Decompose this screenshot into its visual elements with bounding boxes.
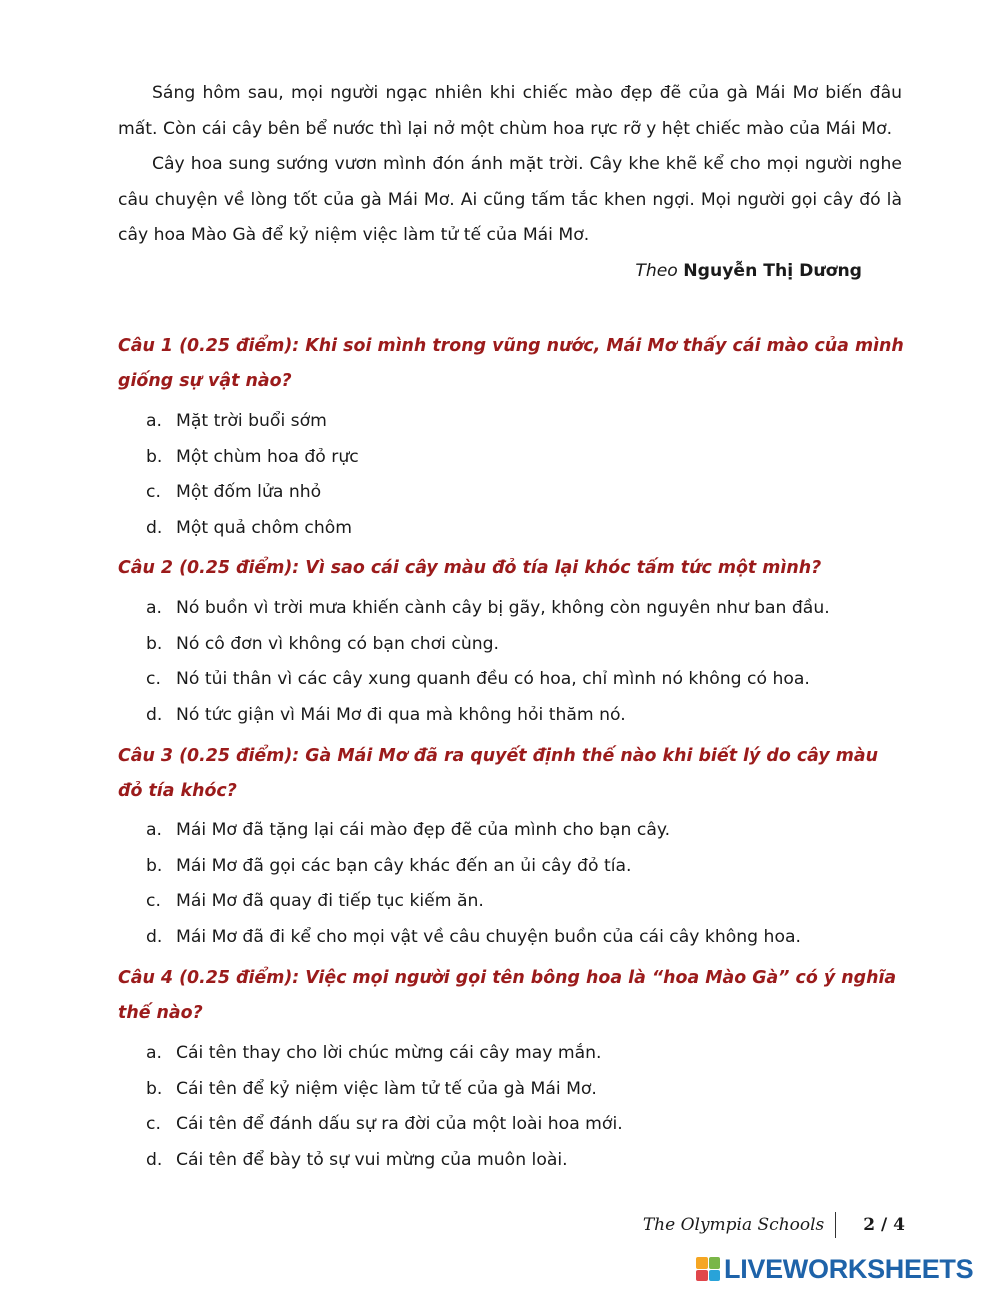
liveworksheets-text: LIVEWORKSHEETS (724, 1253, 974, 1284)
question-1-options (146, 404, 906, 546)
option-b[interactable] (146, 440, 906, 476)
option-a[interactable] (146, 404, 906, 440)
option-text: Mái Mơ đã đi kể cho mọi vật về câu chuyện buồn của cái cây không hoa. (176, 926, 801, 947)
option-c[interactable] (146, 475, 906, 511)
option-letter: b. (146, 446, 163, 467)
option-text: Cái tên để kỷ niệm việc làm tử tế của gà Mái Mơ. (176, 1078, 597, 1099)
option-a[interactable] (146, 1036, 906, 1072)
passage-paragraph-1 (118, 76, 902, 147)
logo-square (709, 1270, 721, 1282)
option-text: Một chùm hoa đỏ rực (176, 446, 359, 467)
logo-square (709, 1257, 721, 1269)
option-letter: d. (146, 704, 163, 725)
option-b[interactable] (146, 1072, 906, 1108)
option-letter: d. (146, 926, 163, 947)
option-text: Mặt trời buổi sớm (176, 411, 327, 431)
option-letter: c. (146, 669, 161, 689)
option-text: Nó cô đơn vì không có bạn chơi cùng. (176, 633, 500, 654)
option-letter: c. (146, 482, 161, 502)
question-3-options (146, 813, 906, 955)
option-letter: a. (146, 411, 162, 431)
credit-prefix: Theo (635, 261, 678, 281)
option-letter: c. (146, 1114, 161, 1134)
option-text: Nó tủi thân vì các cây xung quanh đều có hoa, chỉ mình nó không có hoa. (176, 669, 810, 689)
liveworksheets-watermark (696, 1252, 973, 1286)
paragraph-text: Cây hoa sung sướng vươn mình đón ánh mặt trời. Cây khe khẽ kể cho mọi người nghe câu chuyện về lòng tốt của gà Mái Mơ. Ai cũng tấm tắc khen ngợi. Mọi người gọi cây đó là cây hoa Mào Gà để kỷ niệm việc làm tử tế của Mái Mơ. (118, 154, 902, 245)
option-d[interactable] (146, 698, 906, 734)
option-text: Cái tên để bày tỏ sự vui mừng của muôn loài. (176, 1149, 568, 1170)
passage-paragraph-2 (118, 147, 902, 254)
option-text: Cái tên để đánh dấu sự ra đời của một loài hoa mới. (176, 1114, 623, 1134)
option-d[interactable] (146, 920, 906, 956)
logo-square (696, 1257, 708, 1269)
question-1: Câu 1 (0.25 điểm): Khi soi mình trong vũng nước, Mái Mơ thấy cái mào của mình giống sự vật nào? (118, 336, 904, 391)
option-text: Một quả chôm chôm (176, 517, 353, 538)
option-text: Mái Mơ đã quay đi tiếp tục kiếm ăn. (176, 891, 484, 911)
option-letter: b. (146, 855, 163, 876)
option-c[interactable] (146, 662, 906, 698)
option-letter: d. (146, 1149, 163, 1170)
question-4: Câu 4 (0.25 điểm): Việc mọi người gọi tên bông hoa là “hoa Mào Gà” có ý nghĩa thế nào? (118, 968, 897, 1023)
option-text: Mái Mơ đã gọi các bạn cây khác đến an ủi cây đỏ tía. (176, 855, 632, 876)
option-c[interactable] (146, 884, 906, 920)
option-d[interactable] (146, 511, 906, 547)
question-2: Câu 2 (0.25 điểm): Vì sao cái cây màu đỏ tía lại khóc tấm tức một mình? (118, 558, 822, 578)
option-text: Mái Mơ đã tặng lại cái mào đẹp đẽ của mình cho bạn cây. (176, 820, 671, 840)
question-2-options (146, 591, 906, 733)
page-number: 2 / 4 (863, 1215, 905, 1235)
option-text: Nó tức giận vì Mái Mơ đi qua mà không hỏi thăm nó. (176, 704, 626, 725)
option-a[interactable] (146, 591, 906, 627)
option-d[interactable] (146, 1143, 906, 1179)
option-letter: a. (146, 1043, 162, 1063)
option-c[interactable] (146, 1107, 906, 1143)
option-b[interactable] (146, 849, 906, 885)
option-letter: b. (146, 1078, 163, 1099)
option-letter: b. (146, 633, 163, 654)
option-text: Một đốm lửa nhỏ (176, 482, 322, 502)
option-text: Cái tên thay cho lời chúc mừng cái cây may mắn. (176, 1043, 602, 1063)
option-a[interactable] (146, 813, 906, 849)
question-4-options (146, 1036, 906, 1178)
liveworksheets-logo-icon (696, 1257, 720, 1281)
option-letter: c. (146, 891, 161, 911)
page-footer (620, 1208, 905, 1242)
school-name: The Olympia Schools (643, 1212, 836, 1238)
credit-author: Nguyễn Thị Dương (683, 261, 862, 281)
logo-square (696, 1270, 708, 1282)
option-letter: a. (146, 820, 162, 840)
passage-credit (600, 254, 862, 289)
option-letter: a. (146, 598, 162, 618)
option-letter: d. (146, 517, 163, 538)
option-b[interactable] (146, 627, 906, 663)
question-3: Câu 3 (0.25 điểm): Gà Mái Mơ đã ra quyết định thế nào khi biết lý do cây màu đỏ tía khóc? (118, 746, 878, 801)
paragraph-text: Sáng hôm sau, mọi người ngạc nhiên khi chiếc mào đẹp đẽ của gà Mái Mơ biến đâu mất. Còn cái cây bên bể nước thì lại nở một chùm hoa rực rỡ y hệt chiếc mào của Mái Mơ. (118, 83, 902, 139)
option-text: Nó buồn vì trời mưa khiến cành cây bị gãy, không còn nguyên như ban đầu. (176, 598, 830, 618)
